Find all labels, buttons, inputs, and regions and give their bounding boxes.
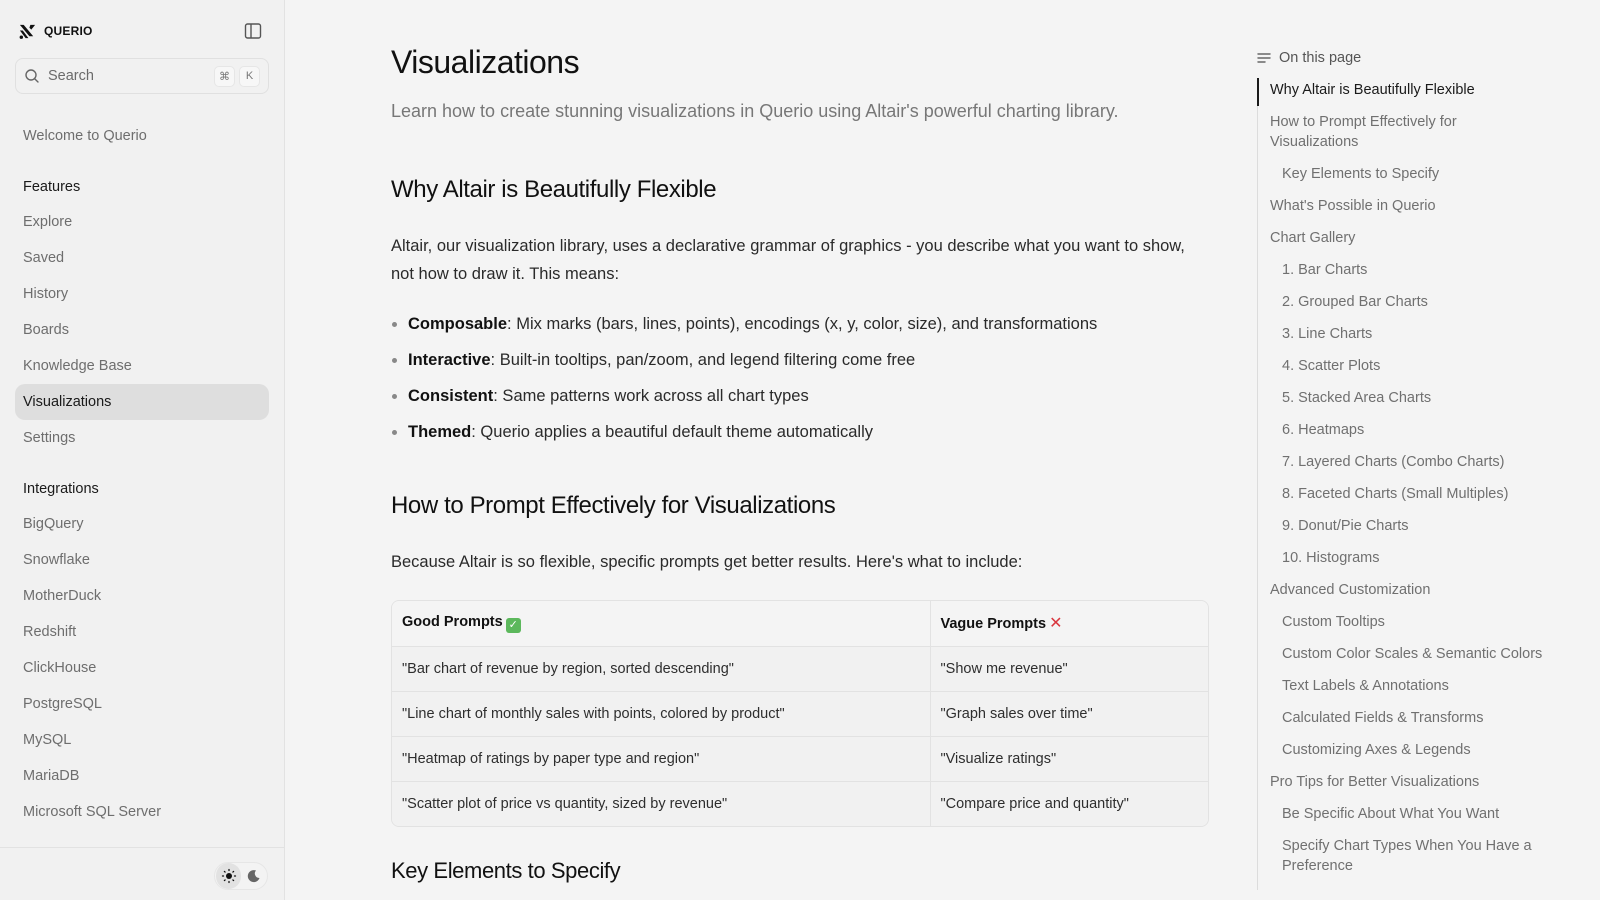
why-intro: Altair, our visualization library, uses a declarative grammar of graphics - you describe what you want to show, not how to draw it. This means: bbox=[391, 237, 1185, 283]
toc-header bbox=[1257, 48, 1557, 68]
sidebar-item-mariadb[interactable]: MariaDB bbox=[23, 768, 80, 784]
prompts-table bbox=[391, 600, 1209, 827]
toc-item-histograms[interactable]: 10. Histograms bbox=[1282, 550, 1380, 566]
sidebar-item-clickhouse[interactable]: ClickHouse bbox=[23, 660, 97, 676]
list-item bbox=[391, 306, 1097, 342]
sidebar-nav bbox=[15, 118, 269, 830]
toc-item-be-specific[interactable]: Be Specific About What You Want bbox=[1282, 806, 1500, 822]
feature-list bbox=[391, 306, 1097, 450]
sidebar-item-welcome[interactable]: Welcome to Querio bbox=[23, 128, 147, 144]
toc-item-layered-charts[interactable]: 7. Layered Charts (Combo Charts) bbox=[1282, 454, 1505, 470]
heading-key-elements: Key Elements to Specify bbox=[391, 858, 621, 883]
list-item bbox=[391, 378, 1097, 414]
toc-item-calculated-fields[interactable]: Calculated Fields & Transforms bbox=[1282, 710, 1484, 726]
toc-item-chart-gallery[interactable]: Chart Gallery bbox=[1270, 230, 1356, 246]
how-intro: Because Altair is so flexible, specific prompts get better results. Here's what to include: bbox=[391, 553, 1023, 571]
toc-item-key-elements[interactable]: Key Elements to Specify bbox=[1282, 166, 1440, 182]
sidebar-item-motherduck[interactable]: MotherDuck bbox=[23, 588, 102, 604]
sidebar-item-history[interactable]: History bbox=[23, 286, 69, 302]
toc-item-specify-chart-types[interactable]: Specify Chart Types When You Have a Preference bbox=[1282, 838, 1532, 874]
sidebar-item-knowledge-base[interactable]: Knowledge Base bbox=[23, 358, 132, 374]
brand[interactable] bbox=[18, 20, 93, 42]
vague-prompt-cell: "Show me revenue" bbox=[930, 646, 1208, 691]
search-placeholder: Search bbox=[48, 68, 94, 84]
sidebar-item-snowflake[interactable]: Snowflake bbox=[23, 552, 90, 568]
heading-why-altair: Why Altair is Beautifully Flexible bbox=[391, 176, 717, 203]
toc-item-stacked-area[interactable]: 5. Stacked Area Charts bbox=[1282, 390, 1432, 406]
sidebar-item-saved[interactable]: Saved bbox=[23, 250, 65, 266]
sidebar-item-redshift[interactable]: Redshift bbox=[23, 624, 77, 640]
toc-item-heatmaps[interactable]: 6. Heatmaps bbox=[1282, 422, 1365, 438]
list-icon bbox=[1257, 52, 1271, 64]
toc-item-donut-pie[interactable]: 9. Donut/Pie Charts bbox=[1282, 518, 1409, 534]
good-prompt-cell: "Scatter plot of price vs quantity, sized by revenue" bbox=[392, 781, 930, 826]
heading-how-to-prompt: How to Prompt Effectively for Visualizations bbox=[391, 492, 836, 519]
light-theme-button[interactable] bbox=[216, 863, 241, 889]
bullet-term: Interactive bbox=[408, 350, 491, 369]
theme-toggle[interactable] bbox=[214, 862, 268, 890]
toc-item-advanced-customization[interactable]: Advanced Customization bbox=[1270, 582, 1431, 598]
sidebar-footer bbox=[0, 847, 285, 900]
toc-item-how-to-prompt[interactable]: How to Prompt Effectively for Visualizations bbox=[1270, 114, 1457, 150]
sidebar-item-boards[interactable]: Boards bbox=[23, 322, 69, 338]
sidebar bbox=[0, 0, 285, 900]
good-prompt-cell: "Heatmap of ratings by paper type and region" bbox=[392, 736, 930, 781]
vague-prompt-cell: "Graph sales over time" bbox=[930, 691, 1208, 736]
bullet-text: : Mix marks (bars, lines, points), encodings (x, y, color, size), and transformations bbox=[507, 314, 1098, 333]
toc-title: On this page bbox=[1279, 50, 1362, 66]
list-item bbox=[391, 342, 1097, 378]
cross-mark-icon: ✕ bbox=[1049, 615, 1063, 633]
column-header-vague: Vague Prompts ✕ bbox=[930, 601, 1208, 646]
column-header-good: Good Prompts ✓ bbox=[392, 601, 930, 646]
bullet-text: : Same patterns work across all chart types bbox=[493, 386, 809, 405]
sidebar-item-settings[interactable]: Settings bbox=[23, 430, 76, 446]
moon-icon bbox=[246, 868, 262, 884]
sidebar-item-explore[interactable]: Explore bbox=[23, 214, 73, 230]
bullet-term: Themed bbox=[408, 422, 472, 441]
sidebar-item-mysql[interactable]: MySQL bbox=[23, 732, 72, 748]
toc-item-custom-tooltips[interactable]: Custom Tooltips bbox=[1282, 614, 1385, 630]
search-input[interactable] bbox=[15, 58, 269, 94]
toc-item-line-charts[interactable]: 3. Line Charts bbox=[1282, 326, 1373, 342]
bullet-term: Consistent bbox=[408, 386, 494, 405]
shortcut-k-key: K bbox=[239, 66, 260, 87]
toc-item-faceted-charts[interactable]: 8. Faceted Charts (Small Multiples) bbox=[1282, 486, 1509, 502]
toc-item-scatter-plots[interactable]: 4. Scatter Plots bbox=[1282, 358, 1381, 374]
querio-logo-icon bbox=[18, 22, 37, 41]
table-header-row bbox=[392, 601, 1208, 646]
sidebar-item-bigquery[interactable]: BigQuery bbox=[23, 516, 84, 532]
nav-group-features: Features bbox=[23, 179, 81, 195]
table-row bbox=[392, 736, 1208, 781]
toc-item-pro-tips[interactable]: Pro Tips for Better Visualizations bbox=[1270, 774, 1480, 790]
toc-list bbox=[1257, 78, 1547, 890]
table-row bbox=[392, 646, 1208, 691]
sidebar-item-visualizations[interactable]: Visualizations bbox=[15, 384, 269, 420]
bullet-text: : Built-in tooltips, pan/zoom, and legend filtering come free bbox=[490, 350, 916, 369]
toc-item-text-labels[interactable]: Text Labels & Annotations bbox=[1282, 678, 1449, 694]
search-icon bbox=[24, 68, 40, 84]
brand-name: QUERIO bbox=[44, 24, 93, 38]
toc-item-whats-possible[interactable]: What's Possible in Querio bbox=[1270, 198, 1436, 214]
check-mark-icon: ✓ bbox=[506, 618, 521, 633]
toc-item-customizing-axes[interactable]: Customizing Axes & Legends bbox=[1282, 742, 1471, 758]
page-title: Visualizations bbox=[391, 44, 580, 80]
bullet-text: : Querio applies a beautiful default theme automatically bbox=[471, 422, 874, 441]
toc-item-bar-charts[interactable]: 1. Bar Charts bbox=[1282, 262, 1368, 278]
dark-theme-button[interactable] bbox=[241, 863, 266, 889]
table-of-contents bbox=[1257, 48, 1557, 874]
list-item bbox=[391, 414, 1097, 450]
sun-icon bbox=[221, 868, 237, 884]
good-prompt-cell: "Bar chart of revenue by region, sorted descending" bbox=[392, 646, 930, 691]
bullet-term: Composable bbox=[408, 314, 508, 333]
toc-item-custom-color-scales[interactable]: Custom Color Scales & Semantic Colors bbox=[1282, 646, 1543, 662]
toc-item-why-altair[interactable]: Why Altair is Beautifully Flexible bbox=[1257, 78, 1547, 106]
page-subtitle: Learn how to create stunning visualizations in Querio using Altair's powerful charting library. bbox=[391, 101, 1119, 121]
sidebar-item-mssql[interactable]: Microsoft SQL Server bbox=[23, 804, 162, 820]
table-row bbox=[392, 691, 1208, 736]
table-row bbox=[392, 781, 1208, 826]
good-prompt-cell: "Line chart of monthly sales with points, colored by product" bbox=[392, 691, 930, 736]
shortcut-cmd-key: ⌘ bbox=[214, 66, 235, 87]
nav-group-integrations: Integrations bbox=[23, 481, 99, 497]
vague-prompt-cell: "Visualize ratings" bbox=[930, 736, 1208, 781]
toc-item-grouped-bar-charts[interactable]: 2. Grouped Bar Charts bbox=[1282, 294, 1428, 310]
sidebar-item-postgresql[interactable]: PostgreSQL bbox=[23, 696, 102, 712]
vague-prompt-cell: "Compare price and quantity" bbox=[930, 781, 1208, 826]
sidebar-toggle-icon[interactable] bbox=[244, 22, 262, 40]
